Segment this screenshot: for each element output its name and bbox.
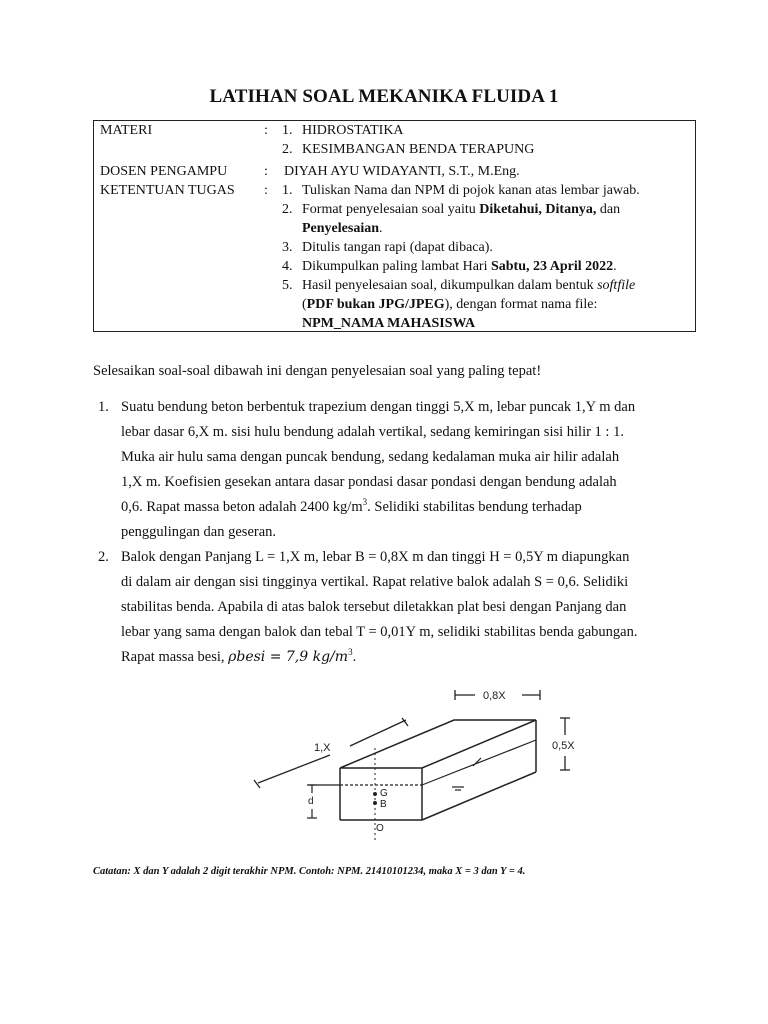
question-number: 1. xyxy=(98,399,109,415)
footnote: Catatan: X dan Y adalah 2 digit terakhir NPM. Contoh: NPM. 21410101234, maka X = 3 dan Y = 4. xyxy=(93,866,526,877)
item-text: dan xyxy=(596,202,621,217)
dosen-label: DOSEN PENGAMPU xyxy=(100,164,228,179)
point-g xyxy=(373,792,377,796)
question-line: stabilitas benda. Apabila di atas balok tersebut diletakkan plat besi dengan Panjang dan xyxy=(121,599,627,615)
question-line-part: . Selidiki stabilitas bendung terhadap xyxy=(367,499,582,515)
ketentuan-item xyxy=(302,257,692,276)
colon: : xyxy=(264,183,268,198)
question-line xyxy=(121,495,683,520)
item-text: . xyxy=(379,221,383,236)
item-text: ), dengan format nama file: xyxy=(444,297,598,312)
materi-item: KESIMBANGAN BENDA TERAPUNG xyxy=(302,142,535,157)
item-text: Dikumpulkan paling lambat Hari xyxy=(302,259,491,274)
question-line: penggulingan dan geseran. xyxy=(121,524,277,540)
density-formula: ρbesi = 7,9 kg/m xyxy=(228,649,349,665)
item-bold: Diketahui, Ditanya, xyxy=(479,202,597,217)
question-line: Balok dengan Panjang L = 1,X m, lebar B = 0,8X m dan tinggi H = 0,5Y m diapungkan xyxy=(121,549,630,565)
dimension-line xyxy=(350,720,406,746)
question-line-part: 0,6. Rapat massa beton adalah 2400 kg/m xyxy=(121,499,363,515)
question-line-part: Rapat massa besi, xyxy=(121,649,229,665)
block-edge xyxy=(422,772,536,820)
list-number: 2. xyxy=(282,202,293,217)
materi-item: HIDROSTATIKA xyxy=(302,123,404,138)
floating-block-figure xyxy=(230,680,610,850)
item-text: Hasil penyelesaian soal, dikumpulkan dalam bentuk xyxy=(302,278,598,293)
ketentuan-item xyxy=(302,276,692,333)
file-name-format: NPM_NAMA MAHASISWA xyxy=(302,316,476,331)
water-surface-line xyxy=(422,740,536,785)
label-b: B xyxy=(380,799,387,810)
item-bold: Penyelesaian xyxy=(302,221,379,236)
colon: : xyxy=(264,123,268,138)
question-line: Suatu bendung beton berbentuk trapezium dengan tinggi 5,X m, lebar puncak 1,Y m dan xyxy=(121,399,636,415)
block-top-face xyxy=(340,720,536,768)
dosen-value: DIYAH AYU WIDAYANTI, S.T., M.Eng. xyxy=(284,164,520,179)
length-dimension xyxy=(254,718,408,788)
ketentuan-item: Ditulis tangan rapi (dapat dibaca). xyxy=(302,240,493,255)
list-number: 1. xyxy=(282,123,293,138)
superscript: 3 xyxy=(348,647,353,658)
dimension-tick xyxy=(254,780,260,788)
item-text: ( xyxy=(302,297,307,312)
item-text: Format penyelesaian soal yaitu xyxy=(302,202,480,217)
item-text: . xyxy=(613,259,617,274)
item-italic: softfile xyxy=(597,278,636,293)
block-outline xyxy=(340,720,536,820)
question-line: di dalam air dengan sisi tingginya vertikal. Rapat relative balok adalah S = 0,6. Selidiki xyxy=(121,574,629,590)
list-number: 2. xyxy=(282,142,293,157)
question-line-part: . xyxy=(352,649,357,665)
question-text xyxy=(121,545,683,670)
question-2 xyxy=(93,545,683,670)
materi-label: MATERI xyxy=(100,123,153,138)
label-d: d xyxy=(308,796,314,807)
assignment-info-box xyxy=(93,120,696,332)
label-o: O xyxy=(376,823,384,834)
list-number: 4. xyxy=(282,259,293,274)
question-number: 2. xyxy=(98,549,109,565)
dimension-line xyxy=(258,755,330,783)
deadline-date: Sabtu, 23 April 2022 xyxy=(490,259,614,274)
page-title: LATIHAN SOAL MEKANIKA FLUIDA 1 xyxy=(209,86,559,107)
question-text xyxy=(121,395,683,545)
list-number: 1. xyxy=(282,183,293,198)
question-line: lebar dasar 6,X m. sisi hulu bendung adalah vertikal, sedang kemiringan sisi hilir 1 : 1. xyxy=(121,424,624,440)
list-number: 5. xyxy=(282,278,293,293)
question-line xyxy=(121,645,683,670)
point-b xyxy=(373,801,377,805)
ketentuan-item: Tuliskan Nama dan NPM di pojok kanan atas lembar jawab. xyxy=(302,183,640,198)
superscript: 3 xyxy=(362,497,368,508)
question-line: lebar yang sama dengan balok dan tebal T = 0,01Y m, selidiki stabilitas benda gabungan. xyxy=(121,624,638,640)
question-line: Muka air hulu sama dengan puncak bendung, sedang kedalaman muka air hilir adalah xyxy=(121,449,620,465)
question-1 xyxy=(93,395,683,545)
ketentuan-item xyxy=(302,200,692,238)
question-line: 1,X m. Koefisien gesekan antara dasar pondasi dasar pondasi dengan bendung adalah xyxy=(121,474,617,490)
instruction-text: Selesaikan soal-soal dibawah ini dengan penyelesaian soal yang paling tepat! xyxy=(93,363,542,379)
width-label: 0,8X xyxy=(483,690,506,702)
label-g: G xyxy=(380,788,388,799)
list-number: 3. xyxy=(282,240,293,255)
item-bold: PDF bukan JPG/JPEG xyxy=(306,297,445,312)
height-label: 0,5X xyxy=(552,740,575,752)
length-label: 1,X xyxy=(314,742,331,754)
ketentuan-label: KETENTUAN TUGAS xyxy=(100,183,235,198)
colon: : xyxy=(264,164,268,179)
